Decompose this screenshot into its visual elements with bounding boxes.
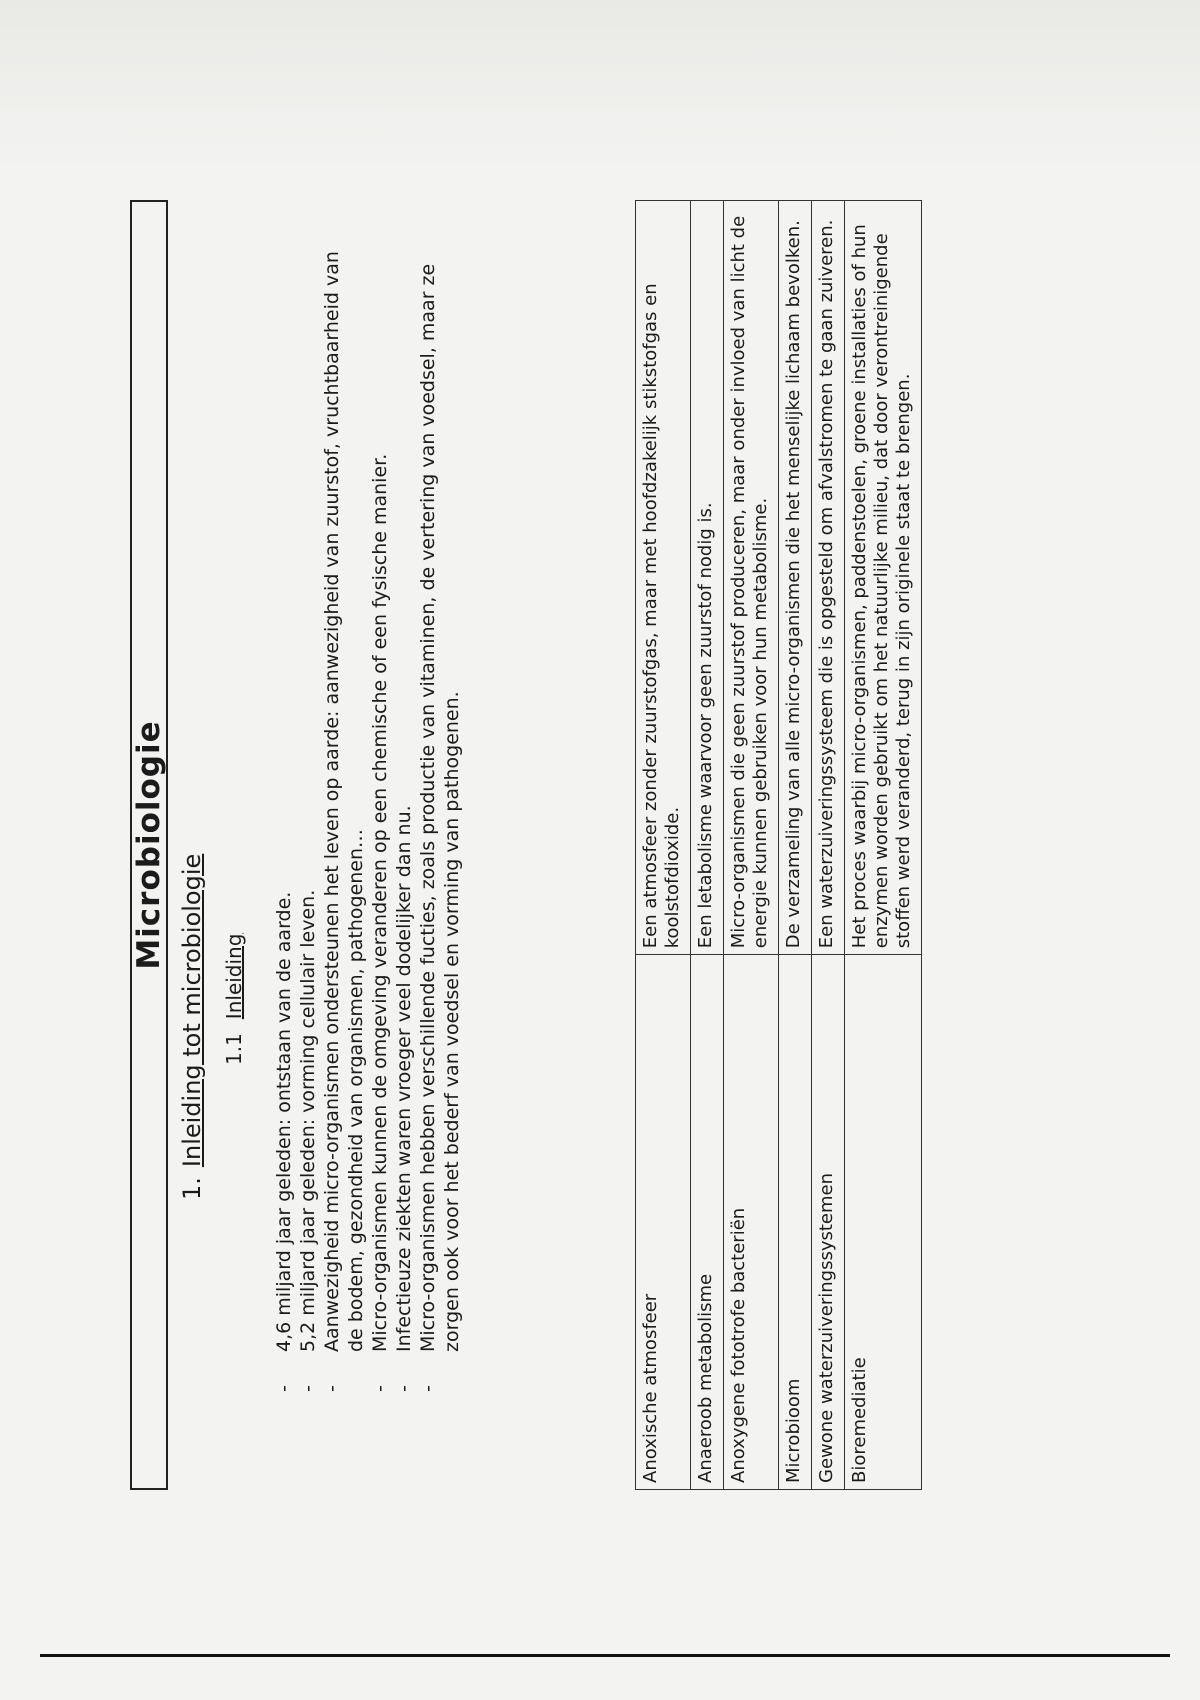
definition-cell: Een waterzuiveringssysteem die is opgesteld om afvalstromen te gaan zuiveren. xyxy=(812,201,845,955)
section-title: Inleiding xyxy=(222,933,246,1020)
definition-cell: Micro-organismen die geen zuurstof produceren, maar onder invloed van licht de energie kunnen gebruiken voor hun metabolisme. xyxy=(724,201,779,955)
bullet-list xyxy=(272,222,464,1392)
section-number: 1.1 xyxy=(222,1033,246,1065)
definition-cell: Een atmosfeer zonder zuurstofgas, maar met hoofdzakelijk stikstofgas en koolstofdioxide. xyxy=(636,201,691,955)
table-row xyxy=(812,201,845,1490)
section-heading xyxy=(222,934,246,1065)
term-cell: Bioremediatie xyxy=(845,955,922,1490)
rotated-document-page xyxy=(130,200,1070,1500)
term-cell: Anoxygene fototrofe bacteriën xyxy=(724,955,779,1490)
bullet-item: - 4,6 miljard jaar geleden: ontstaan van de aarde. xyxy=(272,222,296,1392)
definitions-table xyxy=(635,200,922,1490)
term-cell: Microbioom xyxy=(779,955,812,1490)
table-row xyxy=(636,201,691,1490)
table-row xyxy=(779,201,812,1490)
bullet-item: - Micro-organismen kunnen de omgeving veranderen op een chemische of een fysische manier. xyxy=(368,222,392,1392)
term-cell: Anaeroob metabolisme xyxy=(691,955,724,1490)
document-title: Microbiologie xyxy=(131,720,167,970)
chapter-title: Inleiding tot microbiologie xyxy=(178,853,206,1168)
chapter-number: 1. xyxy=(178,1177,206,1200)
table-row xyxy=(845,201,922,1490)
bullet-item: - Micro-organismen hebben verschillende fucties, zoals productie van vitaminen, de vertering van voedsel, maar ze zorgen ook voor het bederf van voedsel en vorming van pathogenen. xyxy=(416,222,464,1392)
definition-cell: Het proces waarbij micro-organismen, paddenstoelen, groene installaties of hun enzymen worden gebruikt om het natuurlijke milieu, dat door verontreinigende stoffen werd veranderd, terug in zijn originele staat te brengen. xyxy=(845,201,922,955)
page-bottom-rule xyxy=(40,1654,1170,1657)
bullet-item: - 5,2 miljard jaar geleden: vorming cellulair leven. xyxy=(296,222,320,1392)
bullet-item: - Infectieuze ziekten waren vroeger veel dodelijker dan nu. xyxy=(392,222,416,1392)
definition-cell: Een letabolisme waarvoor geen zuurstof nodig is. xyxy=(691,201,724,955)
scan-shading xyxy=(0,0,1200,170)
title-box xyxy=(130,200,168,1490)
table-row xyxy=(691,201,724,1490)
table-row xyxy=(724,201,779,1490)
term-cell: Gewone waterzuiveringssystemen xyxy=(812,955,845,1490)
bullet-item: - Aanwezigheid micro-organismen ondersteunen het leven op aarde: aanwezigheid van zuurstof, vruchtbaarheid van de bodem, gezondheid van organismen, pathogenen… xyxy=(320,222,368,1392)
term-cell: Anoxische atmosfeer xyxy=(636,955,691,1490)
definition-cell: De verzameling van alle micro-organismen die het menselijke lichaam bevolken. xyxy=(779,201,812,955)
chapter-heading xyxy=(178,854,206,1200)
